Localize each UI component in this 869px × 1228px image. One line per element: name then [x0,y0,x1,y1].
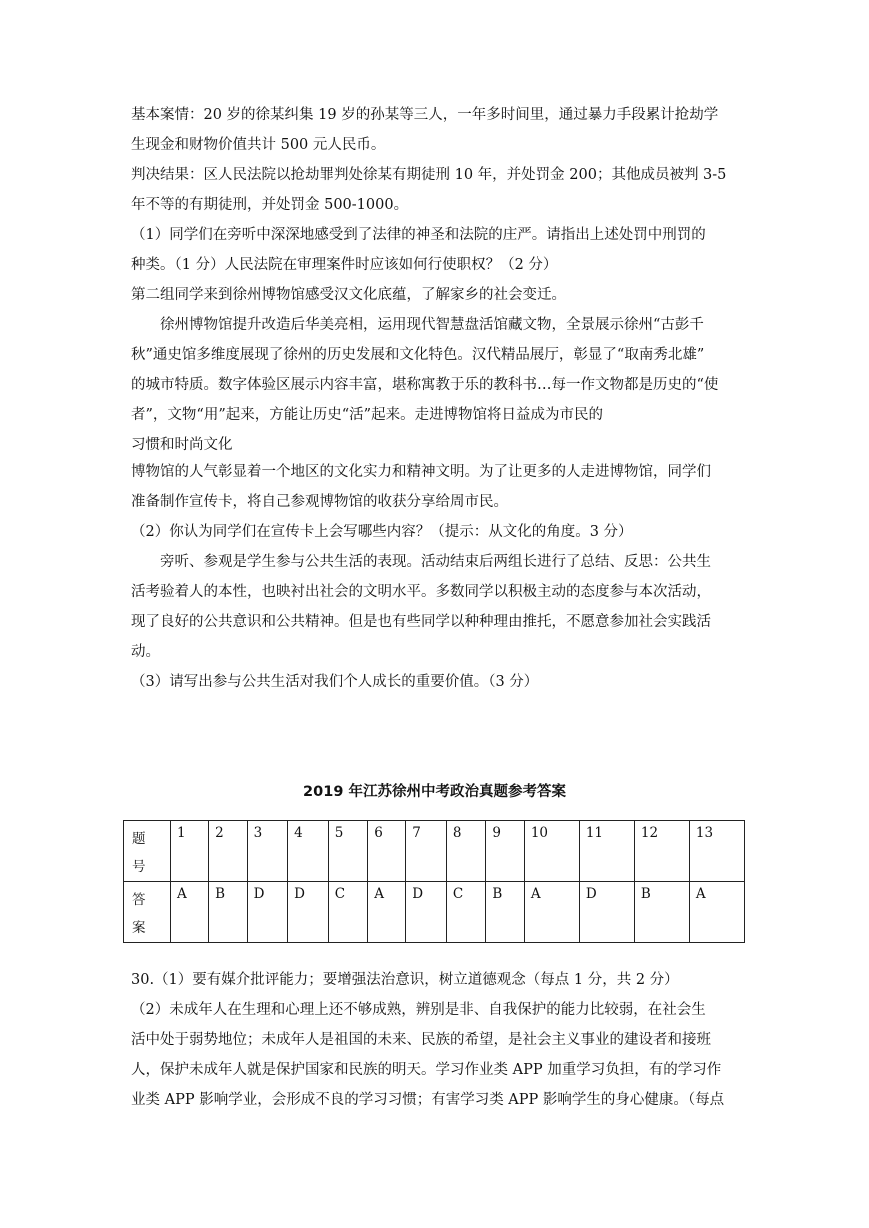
question-number-cell: 6 [368,821,406,882]
text-line: 人，保护未成年人就是保护国家和民族的明天。学习作业类 APP 加重学习负担，有的学习作 [131,1062,722,1078]
answer-cell: D [288,882,329,943]
text-line: （3）请写出参与公共生活对我们个人成长的重要价值。（3 分） [131,674,539,690]
answer-cell: C [446,882,485,943]
text-line: 的城市特质。数字体验区展示内容丰富，堪称寓教于乐的教科书…每一作文物都是历史的“使 [131,377,719,393]
answer-cell: A [368,882,406,943]
text-line: 准备制作宣传卡，将自己参观博物馆的收获分享给周市民。 [131,494,508,510]
answer-cell: A [171,882,209,943]
answer-cell: C [328,882,367,943]
answer-cell: D [579,882,634,943]
row-header-char: 答 [132,892,146,908]
text-line: 第二组同学来到徐州博物馆感受汉文化底蕴，了解家乡的社会变迁。 [131,287,566,303]
text-line: 者”，文物“用”起来，方能让历史“活”起来。走进博物馆将日益成为市民的 [131,407,604,423]
question-number-cell: 5 [328,821,367,882]
answer-table [123,820,745,943]
text-line: （1）同学们在旁听中深深地感受到了法律的神圣和法院的庄严。请指出上述处罚中刑罚的 [131,227,706,243]
question-number-cell: 13 [689,821,744,882]
question-number-cell: 7 [406,821,447,882]
table-row [124,821,745,882]
row-header-number [124,821,171,882]
question-number-cell: 1 [171,821,209,882]
text-line: 生现金和财物价值共计 500 元人民币。 [131,137,386,153]
question-number-cell: 2 [209,821,248,882]
text-line: 旁听、参观是学生参与公共生活的表现。活动结束后两组长进行了总结、反思：公共生 [131,554,711,570]
question-number-cell: 12 [634,821,689,882]
text-line: 判决结果：区人民法院以抢劫罪判处徐某有期徒刑 10 年，并处罚金 200；其他成员被判 3-5 [131,167,727,183]
answer-cell: A [524,882,579,943]
text-line: 活考验着人的本性，也映衬出社会的文明水平。多数同学以积极主动的态度参与本次活动， [131,584,711,600]
row-header-answer [124,882,171,943]
answer-cell: B [209,882,248,943]
answer-cell: B [486,882,525,943]
answer-cell: A [689,882,744,943]
question-number-cell: 9 [486,821,525,882]
text-line: 基本案情：20 岁的徐某纠集 19 岁的孙某等三人，一年多时间里，通过暴力手段累计抢劫学 [131,107,719,123]
text-line: 博物馆的人气彰显着一个地区的文化实力和精神文明。为了让更多的人走进博物馆，同学们 [131,464,711,480]
row-header-char: 号 [132,859,146,875]
answer-cell: D [406,882,447,943]
text-line: （2）未成年人在生理和心理上还不够成熟，辨别是非、自我保护的能力比较弱，在社会生 [131,1002,706,1018]
row-header-char: 题 [132,831,146,847]
text-line: 徐州博物馆提升改造后华美亮相，运用现代智慧盘活馆藏文物，全景展示徐州“古彭千 [131,317,704,333]
table-row [124,882,745,943]
text-line: 习惯和时尚文化 [131,437,233,453]
text-line: 活中处于弱势地位；未成年人是祖国的未来、民族的希望，是社会主义事业的建设者和接班 [131,1032,711,1048]
question-number-cell: 10 [524,821,579,882]
answer-title: 2019 年江苏徐州中考政治真题参考答案 [303,784,566,800]
text-line: 动。 [131,644,160,660]
text-line: 30.（1）要有媒介批评能力；要增强法治意识，树立道德观念（每点 1 分，共 2 分） [131,972,679,988]
text-line: 秋”通史馆多维度展现了徐州的历史发展和文化特色。汉代精品展厅，彰显了“取南秀北雄” [131,347,705,363]
text-line: 业类 APP 影响学业，会形成不良的学习习惯；有害学习类 APP 影响学生的身心健康。（每点 [131,1092,725,1108]
question-number-cell: 4 [288,821,329,882]
text-line: 年不等的有期徒刑，并处罚金 500-1000。 [131,197,409,213]
row-header-char: 案 [132,920,146,936]
question-number-cell: 8 [446,821,485,882]
text-line: 种类。（1 分）人民法院在审理案件时应该如何行使职权？（2 分） [131,257,558,273]
question-number-cell: 3 [247,821,288,882]
answer-cell: D [247,882,288,943]
answer-cell: B [634,882,689,943]
text-line: 现了良好的公共意识和公共精神。但是也有些同学以种种理由推托，不愿意参加社会实践活 [131,614,711,630]
question-number-cell: 11 [579,821,634,882]
text-line: （2）你认为同学们在宣传卡上会写哪些内容？（提示：从文化的角度。3 分） [131,524,633,540]
